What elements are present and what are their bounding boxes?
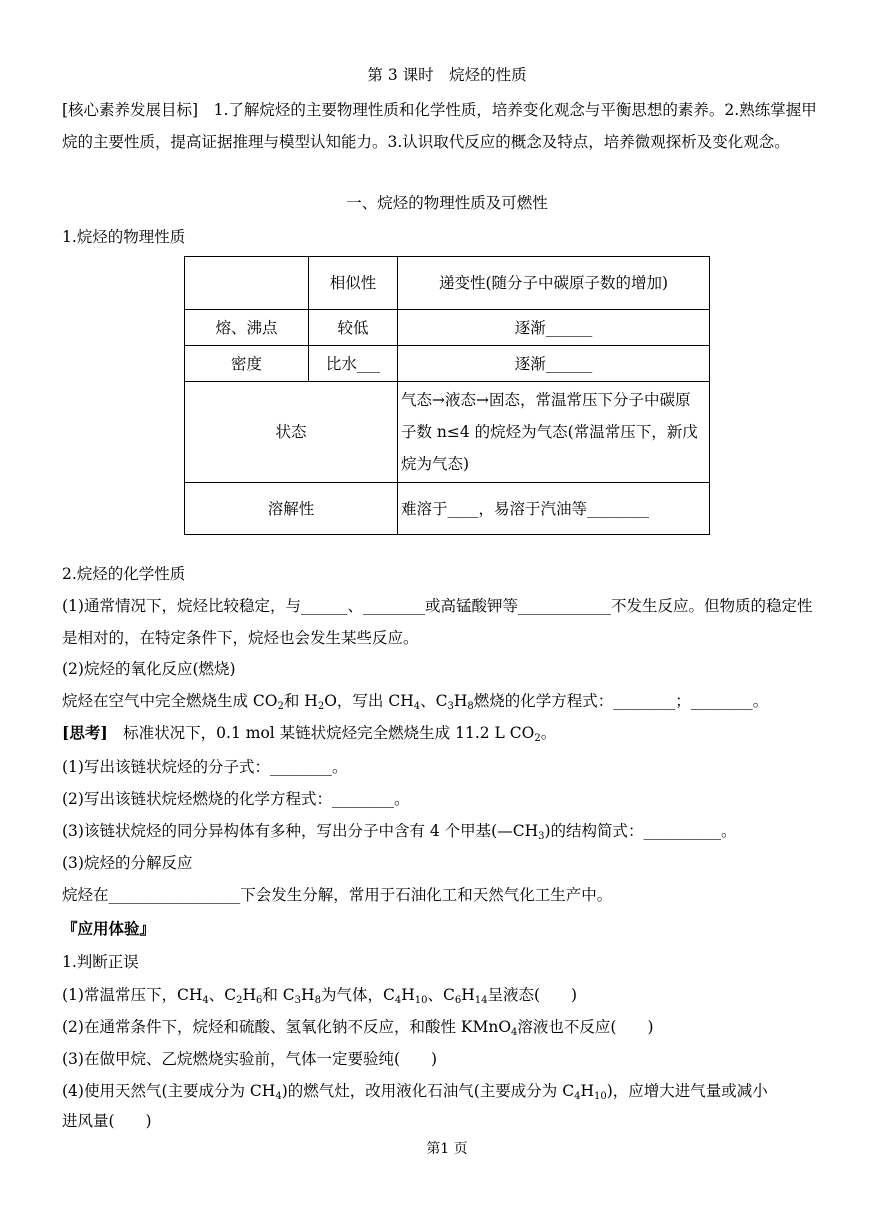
- table-row: [185, 382, 710, 483]
- core-goals: [62, 94, 822, 158]
- table-row: [185, 483, 710, 535]
- subscript: 8: [467, 701, 474, 712]
- subscript: 3: [294, 995, 302, 1006]
- row-similar: 较低: [309, 310, 398, 346]
- think-q1: (1)写出该链状烷烃的分子式：________。: [62, 758, 348, 776]
- chemical-heading: 2.烷烃的化学性质: [62, 565, 186, 583]
- subscript: 4: [275, 1091, 282, 1102]
- row-label: 溶解性: [185, 483, 398, 535]
- chemical-p5: 烷烃在_________________下会发生分解，常用于石油化工和天然气化工生产中。: [62, 886, 613, 904]
- lesson-title: 第 3 课时 烷烃的性质: [367, 66, 527, 84]
- subscript: 8: [314, 995, 321, 1006]
- text-run: O，写出 CH: [324, 692, 414, 710]
- subscript: 4: [574, 1091, 581, 1102]
- chemical-p3: [62, 690, 822, 712]
- subscript: 3: [447, 701, 454, 712]
- subscript: 10: [414, 995, 428, 1006]
- judge-item-4-cont: 进风量( ): [62, 1112, 152, 1130]
- text-run: 标准状况下，0.1 mol 某链状烷烃完全燃烧生成 11.2 L CO: [107, 724, 535, 742]
- subscript: 10: [593, 1091, 607, 1102]
- text-run: 烷烃在空气中完全燃烧生成 CO: [62, 692, 278, 710]
- row-similar: 比水___: [309, 346, 398, 382]
- row-trend: 逐渐______: [398, 310, 710, 346]
- physical-heading: 1.烷烃的物理性质: [62, 228, 186, 246]
- judge-item-1: [62, 984, 822, 1006]
- subscript: 4: [202, 995, 209, 1006]
- text-run: 呈液态( ): [487, 986, 578, 1004]
- row-text: 难溶于____，易溶于汽油等________: [398, 483, 710, 535]
- judge-item-2: [62, 1016, 822, 1038]
- text-run: 和 H: [283, 692, 318, 710]
- row-label: 熔、沸点: [185, 310, 309, 346]
- table-row: [185, 346, 710, 382]
- chemical-p2: (2)烷烃的氧化反应(燃烧): [62, 660, 236, 678]
- subscript: 4: [511, 1027, 518, 1038]
- goals-tag: [核心素养发展目标]: [62, 101, 199, 119]
- text-run: 为气体，C: [320, 986, 395, 1004]
- row-trend: 逐渐______: [398, 346, 710, 382]
- text-run: (2)在通常条件下，烷烃和硫酸、氢氧化钠不反应，和酸性 KMnO: [62, 1018, 512, 1036]
- text-run: 和 C: [262, 986, 295, 1004]
- subscript: 2: [236, 995, 243, 1006]
- text-run: 溶液也不反应( ): [517, 1018, 654, 1036]
- think-q3: [62, 820, 822, 842]
- text-run: (4)使用天然气(主要成分为 CH: [62, 1082, 276, 1100]
- text-run: H: [580, 1082, 594, 1100]
- page-number: 第1 页: [426, 1141, 468, 1157]
- subscript: 4: [413, 701, 421, 712]
- judge-item-3: (3)在做甲烷、乙烷燃烧实验前，气体一定要验纯( ): [62, 1050, 438, 1068]
- chemical-p1: (1)通常情况下，烷烃比较稳定，与______、________或高锰酸钾等____________不发生反应。但物质的稳定性是相对的，在特定条件下，烷烃也会发生某些反应。: [62, 597, 813, 647]
- think-q2: (2)写出该链状烷烃燃烧的化学方程式：________。: [62, 790, 410, 808]
- text-run: H: [301, 986, 315, 1004]
- table-header-cell: [185, 257, 309, 310]
- table-header-row: [185, 257, 710, 310]
- text-run: H: [242, 986, 256, 1004]
- text-run: H: [461, 986, 475, 1004]
- judge-item-4: [62, 1080, 822, 1102]
- subscript: 2: [277, 701, 284, 712]
- table-header-cell: 递变性(随分子中碳原子数的增加): [398, 257, 710, 310]
- text-run: H: [453, 692, 468, 710]
- subscript: 2: [534, 733, 541, 744]
- goals-text: 1.了解烷烃的主要物理性质和化学性质，培养变化观念与平衡思想的素养。2.熟练掌握甲烷的主要性质，提高证据推理与模型认知能力。3.认识取代反应的概念及特点，培养微观探析及变化观念。: [62, 101, 817, 151]
- text-run: )，应增大进气量或减小: [606, 1082, 768, 1100]
- subscript: 4: [394, 995, 402, 1006]
- row-label: 状态: [185, 382, 398, 483]
- table-row: [185, 310, 710, 346]
- subscript: 6: [256, 995, 263, 1006]
- chemical-p4: (3)烷烃的分解反应: [62, 854, 193, 872]
- think-question: [62, 722, 822, 744]
- section-heading: 一、烷烃的物理性质及可燃性: [346, 194, 548, 212]
- text-run: 燃烧的化学方程式：________；________。: [473, 692, 769, 710]
- text-run: )的燃气灶，改用液化石油气(主要成分为 C: [281, 1082, 575, 1100]
- text-run: (3)该链状烷烃的同分异构体有多种，写出分子中含有 4 个甲基(—CH: [62, 822, 539, 840]
- text-run: H: [401, 986, 415, 1004]
- subscript: 3: [538, 831, 545, 842]
- subscript: 6: [454, 995, 462, 1006]
- row-text: 气态→液态→固态，常温常压下分子中碳原子数 n≤4 的烷烃为气态(常温常压下，新戊烷为气态): [398, 382, 710, 483]
- text-run: 、C: [208, 986, 237, 1004]
- think-tag: [思考]: [62, 723, 108, 742]
- subscript: 14: [474, 995, 488, 1006]
- application-tag: 『应用体验』: [62, 919, 156, 938]
- text-run: (1)常温常压下，CH: [62, 986, 203, 1004]
- physical-properties-table: [184, 256, 710, 535]
- row-label: 密度: [185, 346, 309, 382]
- text-run: 。: [540, 724, 557, 742]
- text-run: 、C: [420, 692, 448, 710]
- table-header-cell: 相似性: [309, 257, 398, 310]
- text-run: 、C: [427, 986, 455, 1004]
- subscript: 2: [317, 701, 325, 712]
- text-run: )的结构简式：__________。: [544, 822, 737, 840]
- judge-heading: 1.判断正误: [62, 953, 139, 971]
